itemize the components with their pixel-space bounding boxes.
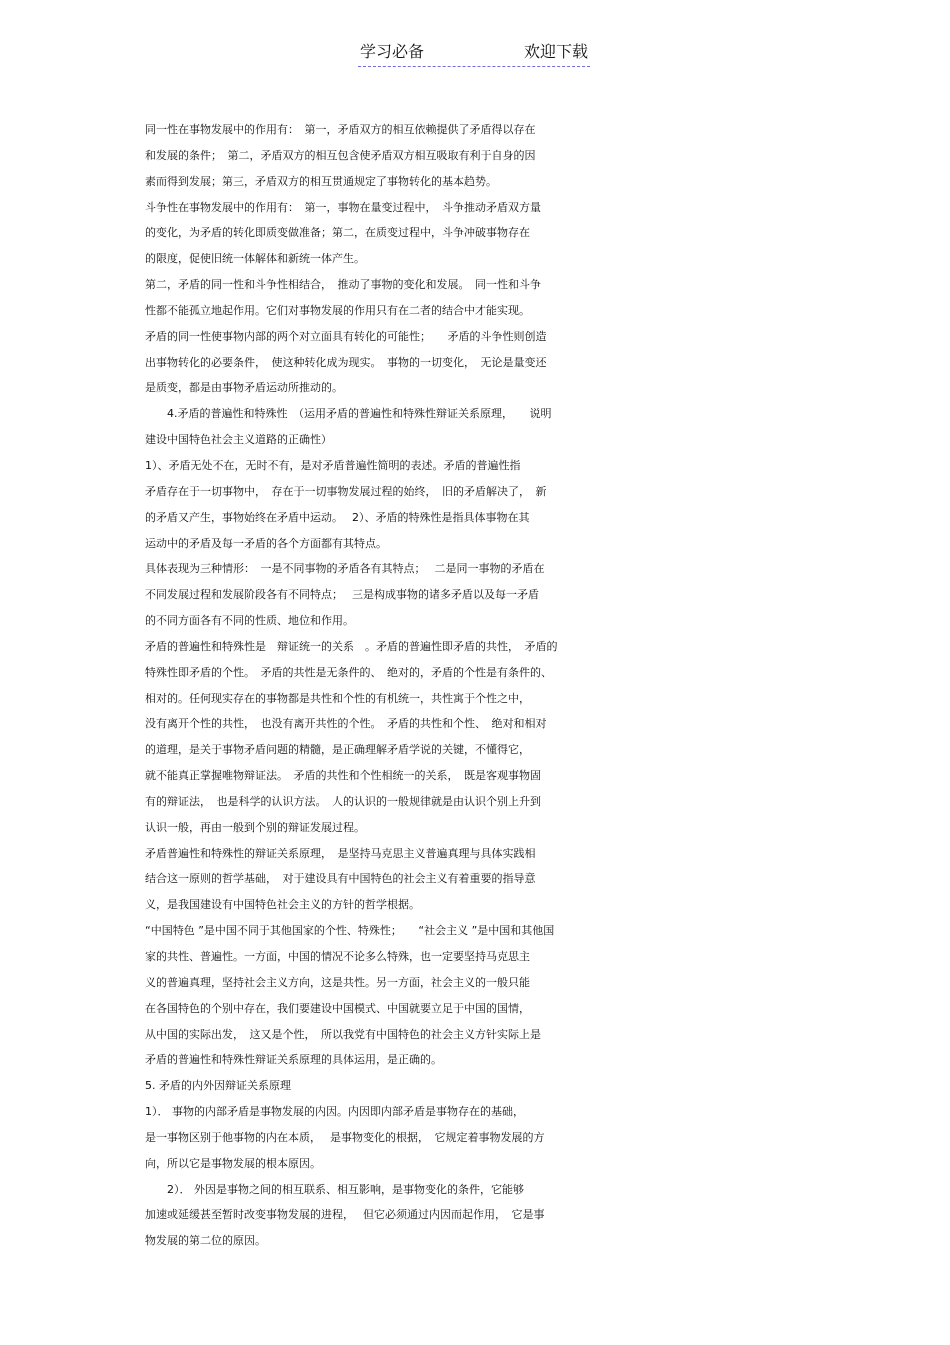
- body-line: 特殊性即矛盾的个性。 矛盾的共性是无条件的、 绝对的，矛盾的个性是有条件的、: [145, 665, 552, 679]
- body-line: 矛盾的普遍性和特殊性辩证关系原理的具体运用，是正确的。: [145, 1053, 442, 1067]
- page-header: [358, 40, 590, 67]
- body-line: 矛盾存在于一切事物中， 存在于一切事物发展过程的始终， 旧的矛盾解决了， 新: [145, 484, 547, 498]
- body-line: 是一事物区别于他事物的内在本质， 是事物变化的根据， 它规定着事物发展的方: [145, 1130, 545, 1144]
- body-line: “中国特色 ”是中国不同于其他国家的个性、特殊性； “社会主义 ”是中国和其他国: [145, 924, 555, 938]
- body-line: 运动中的矛盾及每一矛盾的各个方面都有其特点。: [145, 536, 387, 550]
- body-line: 的限度，促使旧统一体解体和新统一体产生。: [145, 252, 365, 266]
- body-line: 义的普遍真理，坚持社会主义方向，这是共性。另一方面，社会主义的一般只能: [145, 975, 530, 989]
- body-line: 认识一般，再由一般到个别的辩证发展过程。: [145, 820, 365, 834]
- body-line: 相对的。任何现实存在的事物都是共性和个性的有机统一，共性寓于个性之中，: [145, 691, 530, 705]
- body-line: 加速或延缓甚至暂时改变事物发展的进程， 但它必须通过内因而起作用， 它是事: [145, 1208, 545, 1222]
- body-line: 同一性在事物发展中的作用有： 第一，矛盾双方的相互依赖提供了矛盾得以存在: [145, 123, 536, 136]
- body-line: 义，是我国建设有中国特色社会主义的方针的哲学根据。: [145, 898, 420, 912]
- body-line: 的道理，是关于事物矛盾问题的精髓，是正确理解矛盾学说的关键，不懂得它，: [145, 743, 530, 757]
- body-line: 第二，矛盾的同一性和斗争性相结合， 推动了事物的变化和发展。 同一性和斗争: [145, 278, 541, 292]
- body-line: 性都不能孤立地起作用。它们对事物发展的作用只有在二者的结合中才能实现。: [145, 303, 530, 317]
- body-line: 具体表现为三种情形： 一是不同事物的矛盾各有其特点； 二是同一事物的矛盾在: [145, 562, 545, 576]
- body-line: 的矛盾又产生，事物始终在矛盾中运动。 2）、矛盾的特殊性是指具体事物在其: [145, 510, 530, 524]
- header-left-text: 学习必备: [360, 42, 425, 61]
- body-line: 出事物转化的必要条件， 使这种转化成为现实。 事物的一切变化， 无论是量变还: [145, 355, 547, 369]
- body-line: 矛盾普遍性和特殊性的辩证关系原理， 是坚持马克思主义普遍真理与具体实践相: [145, 846, 536, 860]
- body-line: 就不能真正掌握唯物辩证法。 矛盾的共性和个性相统一的关系， 既是客观事物固: [145, 769, 541, 783]
- body-line: 4.矛盾的普遍性和特殊性 （运用矛盾的普遍性和特殊性辩证关系原理， 说明: [145, 407, 552, 421]
- body-line: 物发展的第二位的原因。: [145, 1234, 266, 1248]
- body-line: 结合这一原则的哲学基础， 对于建设具有中国特色的社会主义有着重要的指导意: [145, 872, 536, 886]
- body-line: 2）． 外因是事物之间的相互联系、相互影响，是事物变化的条件，它能够: [145, 1182, 524, 1196]
- body-line: 从中国的实际出发， 这又是个性， 所以我党有中国特色的社会主义方针实际上是: [145, 1027, 541, 1041]
- body-line: 有的辩证法， 也是科学的认识方法。 人的认识的一般规律就是由认识个别上升到: [145, 794, 541, 808]
- body-line: 5. 矛盾的内外因辩证关系原理: [145, 1079, 291, 1093]
- body-line: 没有离开个性的共性， 也没有离开共性的个性。 矛盾的共性和个性、 绝对和相对: [145, 717, 547, 731]
- body-line: 矛盾的普遍性和特殊性是 辩证统一的关系 。矛盾的普遍性即矛盾的共性， 矛盾的: [145, 639, 558, 653]
- body-line: 1）． 事物的内部矛盾是事物发展的内因。内因即内部矛盾是事物存在的基础，: [145, 1105, 524, 1119]
- body-line: 的变化，为矛盾的转化即质变做准备；第二，在质变过程中，斗争冲破事物存在: [145, 226, 530, 240]
- body-line: 和发展的条件； 第二，矛盾双方的相互包含使矛盾双方相互吸取有利于自身的因: [145, 148, 536, 162]
- body-line: 矛盾的同一性使事物内部的两个对立面具有转化的可能性； 矛盾的斗争性则创造: [145, 329, 547, 343]
- body-line: 向，所以它是事物发展的根本原因。: [145, 1156, 321, 1170]
- body-line: 素而得到发展；第三，矛盾双方的相互贯通规定了事物转化的基本趋势。: [145, 174, 497, 188]
- body-line: 在各国特色的个别中存在，我们要建设中国模式、中国就要立足于中国的国情，: [145, 1001, 530, 1015]
- body-line: 是质变，都是由事物矛盾运动所推动的。: [145, 381, 343, 395]
- body-line: 不同发展过程和发展阶段各有不同特点； 三是构成事物的诸多矛盾以及每一矛盾: [145, 588, 539, 602]
- header-right-text: 欢迎下载: [523, 42, 588, 61]
- document-body: [145, 117, 820, 1254]
- body-line: 1）、矛盾无处不在，无时不有，是对矛盾普遍性简明的表述。矛盾的普遍性指: [145, 458, 521, 472]
- body-line: 的不同方面各有不同的性质、地位和作用。: [145, 614, 354, 628]
- body-line: 家的共性、普遍性。一方面，中国的情况不论多么特殊，也一定要坚持马克思主: [145, 950, 530, 963]
- body-line: 斗争性在事物发展中的作用有： 第一，事物在量变过程中， 斗争推动矛盾双方量: [145, 200, 541, 214]
- body-line: 建设中国特色社会主义道路的正确性）: [145, 433, 332, 447]
